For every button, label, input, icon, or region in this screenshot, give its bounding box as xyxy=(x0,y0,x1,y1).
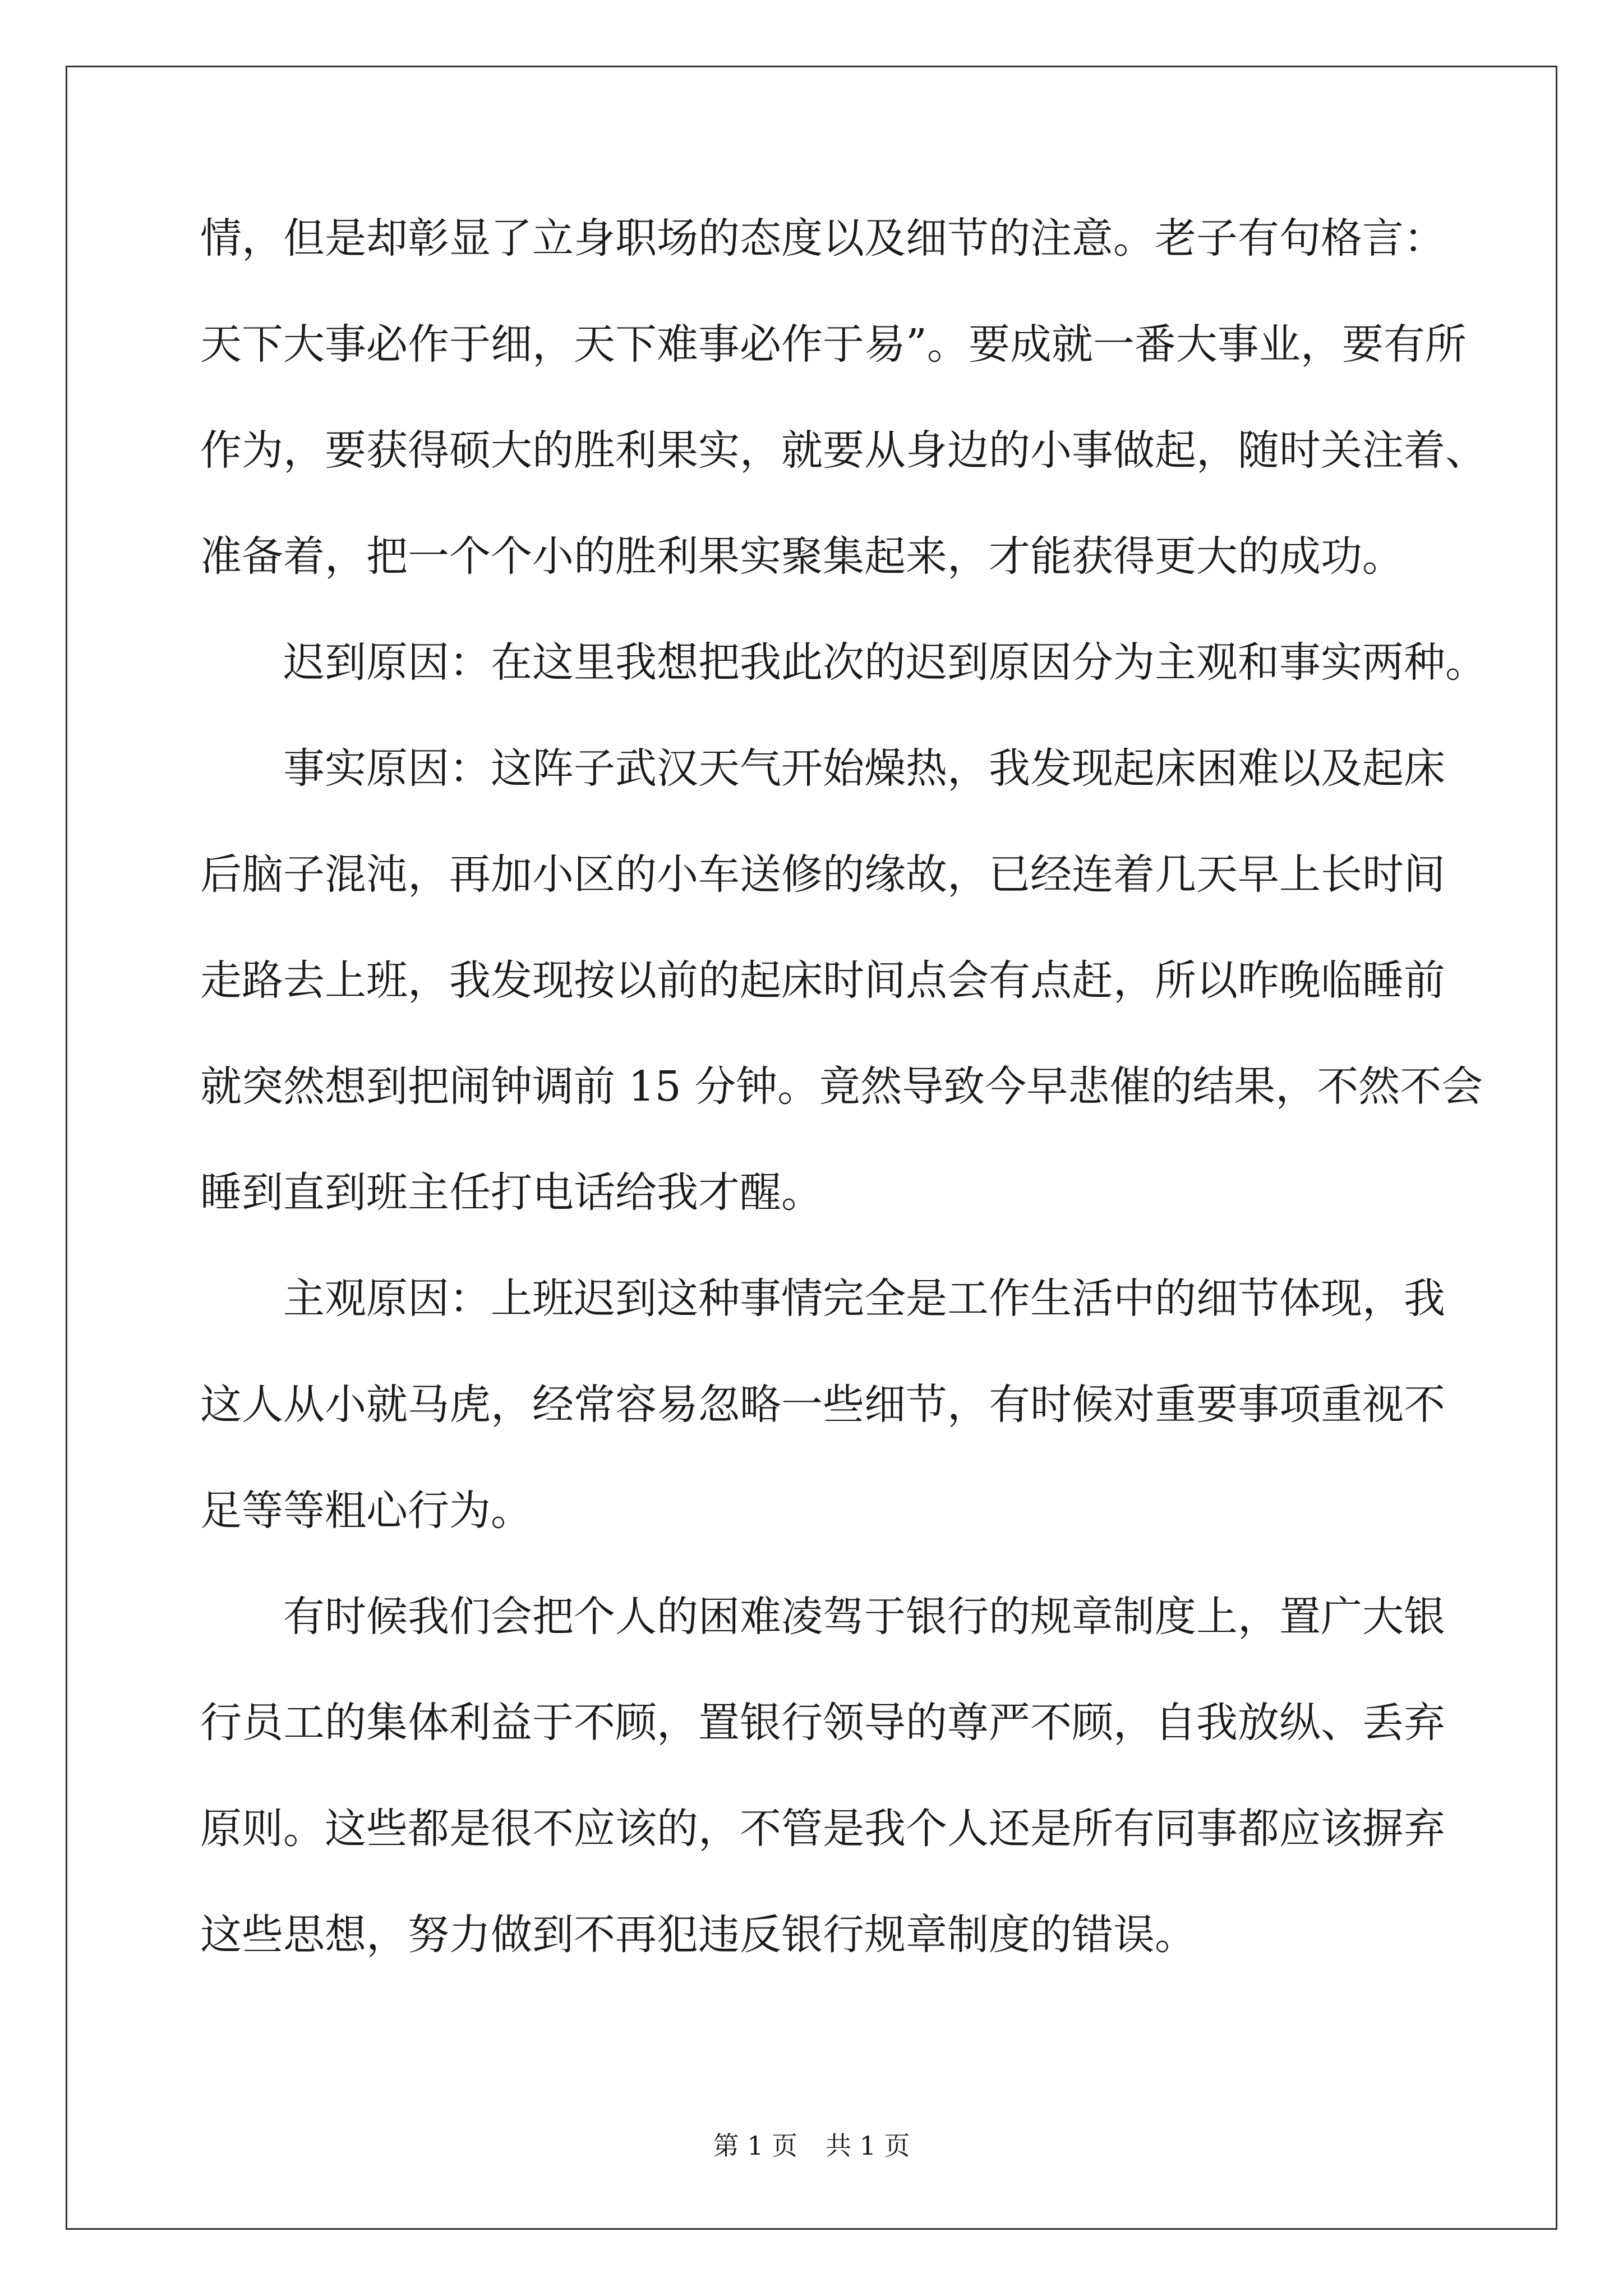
paragraph-first-line: 有时候我们会把个人的困难凌驾于银行的规章制度上，置广大银 xyxy=(283,1593,1445,1641)
body-line: 天下大事必作于细，天下难事必作于易”。要成就一番大事业，要有所 xyxy=(200,320,1467,369)
body-line: 这些思想，努力做到不再犯违反银行规章制度的错误。 xyxy=(200,1911,1196,1959)
body-line: 睡到直到班主任打电话给我才醒。 xyxy=(200,1168,823,1217)
body-line: 这人从小就马虎，经常容易忽略一些细节，有时候对重要事项重视不 xyxy=(200,1381,1445,1429)
paragraph-first-line: 迟到原因：在这里我想把我此次的迟到原因分为主观和事实两种。 xyxy=(283,638,1487,687)
document-body xyxy=(200,213,1487,2016)
body-line: 后脑子混沌，再加小区的小车送修的缘故，已经连着几天早上长时间 xyxy=(200,850,1445,899)
body-line: 情，但是却彰显了立身职场的态度以及细节的注意。老子有句格言： xyxy=(200,214,1445,263)
body-line: 行员工的集体利益于不顾，置银行领导的尊严不顾，自我放纵、丢弃 xyxy=(200,1699,1445,1747)
body-line: 就突然想到把闹钟调前 15 分钟。竟然导致今早悲催的结果，不然不会 xyxy=(200,1062,1483,1111)
body-line: 走路去上班，我发现按以前的起床时间点会有点赶，所以昨晚临睡前 xyxy=(200,956,1445,1005)
body-line: 准备着，把一个个小的胜利果实聚集起来，才能获得更大的成功。 xyxy=(200,532,1404,581)
page-total: 共 1 页 xyxy=(826,2131,910,2161)
page-footer xyxy=(0,2129,1623,2162)
body-line: 作为，要获得硕大的胜利果实，就要从身边的小事做起，随时关注着、 xyxy=(200,426,1487,475)
body-line: 足等等粗心行为。 xyxy=(200,1487,532,1535)
paragraph-first-line: 事实原因：这阵子武汉天气开始燥热，我发现起床困难以及起床 xyxy=(283,744,1445,793)
paragraph-first-line: 主观原因：上班迟到这种事情完全是工作生活中的细节体现，我 xyxy=(283,1274,1445,1323)
body-line: 原则。这些都是很不应该的，不管是我个人还是所有同事都应该摒弃 xyxy=(200,1805,1445,1853)
page-number: 第 1 页 xyxy=(713,2131,797,2161)
